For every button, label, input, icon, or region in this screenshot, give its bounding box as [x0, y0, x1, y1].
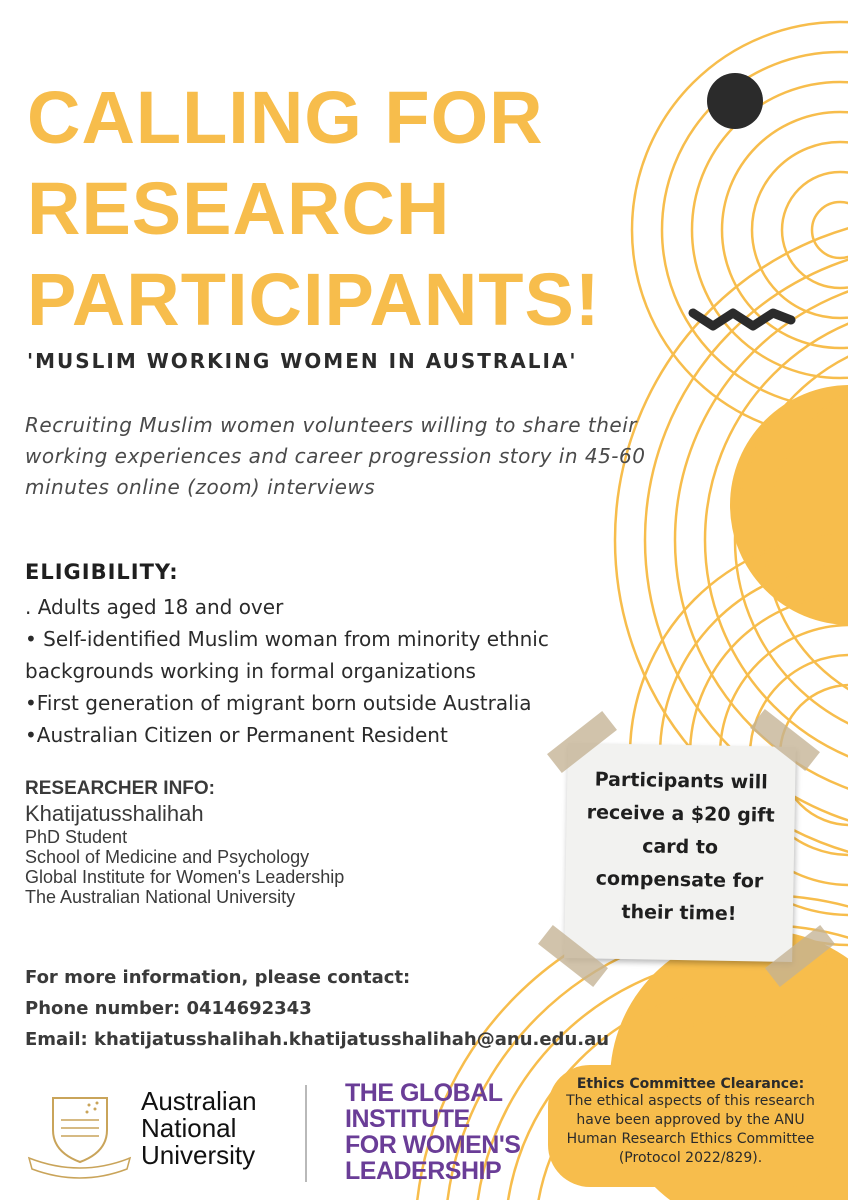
dark-dot-icon: [707, 73, 763, 129]
giwl-logo-line: FOR WOMEN'S: [345, 1131, 521, 1159]
ethics-clearance-box: [548, 1065, 833, 1187]
ethics-title: Ethics Committee Clearance:: [576, 1076, 805, 1092]
eligibility-heading: ELIGIBILITY:: [25, 560, 179, 584]
zigzag-icon: [693, 313, 791, 326]
anu-crest-icon: [27, 1090, 132, 1180]
gift-card-note: [564, 743, 796, 962]
eligibility-item: •First generation of migrant born outside Australia: [25, 691, 532, 715]
researcher-detail: PhD Student: [25, 827, 128, 847]
researcher-heading: RESEARCHER INFO:: [25, 778, 216, 799]
giwl-logo-line: INSTITUTE: [345, 1105, 470, 1133]
eligibility-item: •Australian Citizen or Permanent Resident: [25, 723, 448, 747]
giwl-logo-line: THE GLOBAL: [345, 1079, 503, 1107]
researcher-detail: School of Medicine and Psychology: [25, 847, 310, 867]
researcher-name: Khatijatusshalihah: [25, 801, 204, 826]
contact-lead: For more information, please contact:: [25, 967, 411, 988]
contact-phone: Phone number: 0414692343: [25, 998, 312, 1019]
ethics-body: The ethical aspects of this research have been approved by the ANU Human Research Ethics Committee (Protocol 2022/829).: [566, 1093, 815, 1166]
gift-card-text: Participants will receive a $20 gift card to compensate for their time!: [586, 768, 775, 925]
researcher-details: [25, 827, 344, 907]
title-line: PARTICIPANTS!: [27, 258, 601, 341]
eligibility-item: • Self-identified Muslim woman from minority ethnic backgrounds working in formal organizations: [25, 627, 549, 683]
title-line: CALLING FOR: [27, 76, 544, 159]
yellow-circle-middle: [730, 385, 848, 625]
contact-block: [25, 962, 609, 1055]
title-line: RESEARCH: [27, 167, 451, 250]
researcher-detail: The Australian National University: [25, 887, 296, 907]
giwl-logo-line: LEADERSHIP: [345, 1157, 502, 1185]
eligibility-list: [25, 591, 665, 751]
logo-divider: [305, 1085, 307, 1182]
researcher-detail: Global Institute for Women's Leadership: [25, 867, 345, 887]
anu-logo-text: [141, 1088, 257, 1169]
eligibility-item: . Adults aged 18 and over: [25, 595, 284, 619]
contact-email: Email: khatijatusshalihah.khatijatusshalihah@anu.edu.au: [25, 1029, 610, 1050]
study-description: Recruiting Muslim women volunteers willing to share their working experiences and career progression story in 45-60 minutes online (zoom) interviews: [25, 413, 646, 499]
anu-logo-line: National: [141, 1113, 237, 1143]
giwl-logo: [345, 1080, 520, 1184]
anu-logo-line: Australian: [141, 1086, 257, 1116]
page-title: [27, 72, 600, 345]
anu-logo-line: University: [141, 1140, 256, 1170]
study-title: 'MUSLIM WORKING WOMEN IN AUSTRALIA': [27, 349, 578, 373]
